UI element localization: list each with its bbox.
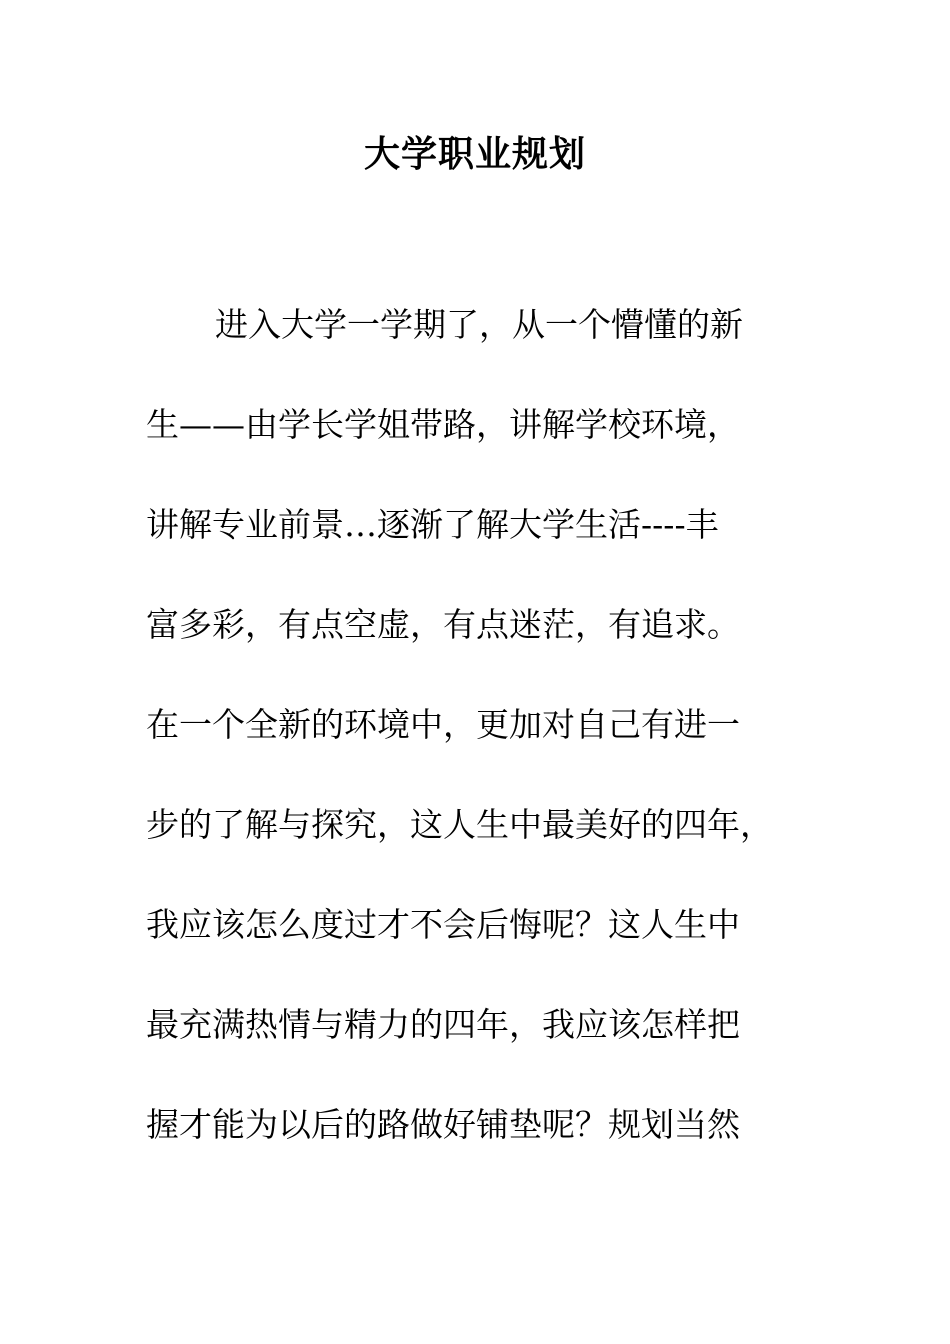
paragraph-line-2: 生——由学长学姐带路，讲解学校环境，	[146, 405, 740, 444]
paragraph-line-5: 在一个全新的环境中，更加对自己有进一	[146, 705, 740, 744]
paragraph-line-3: 讲解专业前景…逐渐了解大学生活----丰	[146, 505, 719, 544]
paragraph-line-7: 我应该怎么度过才不会后悔呢？这人生中	[146, 905, 740, 944]
paragraph-line-6: 步的了解与探究，这人生中最美好的四年，	[146, 805, 773, 844]
document-title: 大学职业规划	[363, 133, 586, 175]
paragraph-line-1: 进入大学一学期了，从一个懵懂的新	[215, 305, 743, 344]
paragraph-line-4: 富多彩，有点空虚，有点迷茫，有追求。	[146, 605, 740, 644]
paragraph-line-9: 握才能为以后的路做好铺垫呢？规划当然	[146, 1105, 740, 1144]
paragraph-line-8: 最充满热情与精力的四年，我应该怎样把	[146, 1005, 740, 1044]
